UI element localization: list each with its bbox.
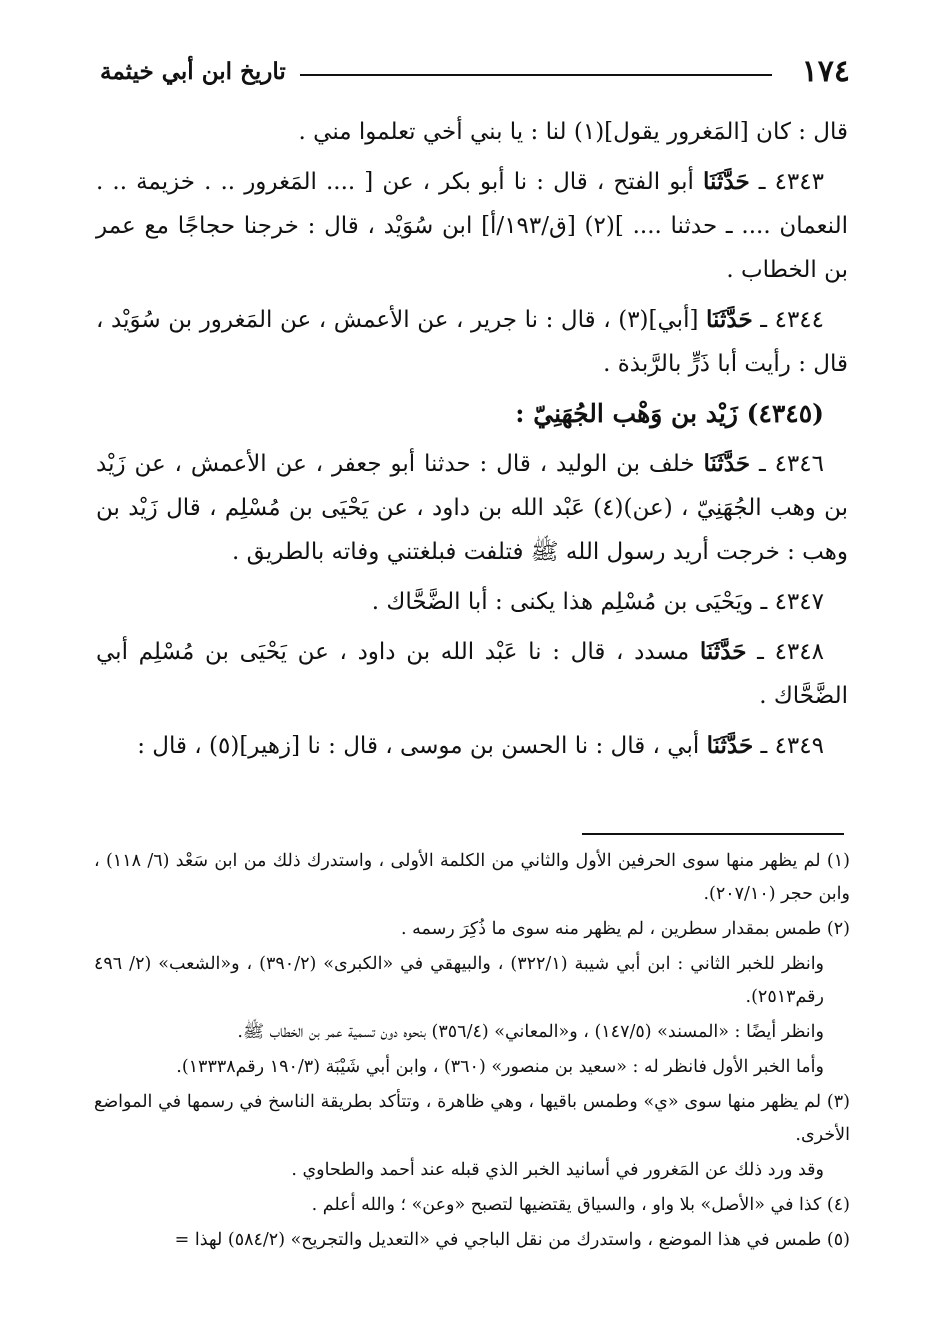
hadith-text: خلف بن الوليد ، قال : حدثنا أبو جعفر ، عن الأعمش ، عن زَيْد بن وهب الجُهَنِيّ ، (عن)(٤) عَبْد الله بن داود ، عن يَحْيَى بن مُسْلِم ، قال زَيْد بن وهب : خرجت أريد رسول الله ﷺ فتلفت فبلغتني وفاته بالطريق . (96, 451, 848, 565)
hadith-number: ٤٣٤٣ ـ (758, 169, 824, 195)
page-header (100, 52, 850, 96)
hadith-number: ٤٣٤٨ ـ (757, 639, 824, 665)
hadith-number: ٤٣٤٦ ـ (758, 451, 824, 477)
footnote-5: (٥) طمس في هذا الموضع ، واستدرك من نقل الباجي في «التعديل والتجريح» (٥٨٤/٢) لهذا = (174, 1230, 850, 1250)
footnote-2-continuation: وأما الخبر الأول فانظر له : «سعيد بن منصور» (٣٦٠) ، وابن أبي شَيْبَة (١٩٠/٣ رقم١٣٣٣٨). (176, 1057, 824, 1077)
hadith-number: ٤٣٤٤ ـ (760, 307, 825, 333)
hadith-text: مسدد ، قال : نا عَبْد الله بن داود ، عن يَحْيَى بن مُسْلِم أبي الضَّحَّاك . (96, 639, 848, 709)
hadith-text: [أبي](٣) ، قال : نا جرير ، عن الأعمش ، عن المَغرور بن سُوَيْد ، قال : رأيت أبا ذَرٍّ بالرَّبذة . (96, 307, 848, 377)
book-title: تاريخ ابن أبي خيثمة (100, 58, 286, 85)
paragraph-1: قال : كان [المَغرور يقول](١) لنا : يا بني أخي تعلموا مني . (298, 119, 848, 145)
header-rule (300, 74, 772, 76)
footnote-4: (٤) كذا في «الأصل» بلا واو ، والسياق يقتضيها لتصبح «وعن» ؛ والله أعلم . (311, 1195, 850, 1215)
footnote-2-continuation: وانظر للخبر الثاني : ابن أبي شيبة (٣٢٢/١) ، والبيهقي في «الكبرى» (٣٩٠/٢) ، و«الشعب» (٢/ ٤٩٦ رقم٢٥١٣). (94, 954, 825, 1007)
footnote-3-continuation: وقد ورد ذلك عن المَغرور في أسانيد الخبر الذي قبله عند أحمد والطحاوي . (291, 1160, 824, 1180)
section-heading: (٤٣٤٥) زَيْد بن وَهْب الجُهَنِيّ : (515, 399, 824, 428)
hadith-4347: ٤٣٤٧ ـ ويَحْيَى بن مُسْلِم هذا يكنى : أبا الضَّحَّاك . (371, 589, 824, 615)
main-text (96, 110, 848, 774)
page-number: ١٧٤ (801, 54, 850, 89)
footnote-1: (١) لم يظهر منها سوى الحرفين الأول والثاني من الكلمة الأولى ، واستدرك ذلك من ابن سَعْد (٦/ ١١٨) ، وابن حجر (٢٠٧/١٠). (94, 851, 850, 904)
footnote-3: (٣) لم يظهر منها سوى «ي» وطمس باقيها ، وهي ظاهرة ، وتتأكد بطريقة الناسخ في رسمها في المواضع الأخرى. (94, 1092, 850, 1145)
hadith-text: أبي ، قال : نا الحسن بن موسى ، قال : نا [زهير](٥) ، قال : (137, 733, 700, 759)
haddathana-word: حَدَّثَنَا (706, 306, 753, 333)
haddathana-word: حَدَّثَنَا (706, 732, 754, 759)
hadith-number: ٤٣٤٩ ـ (760, 733, 824, 759)
haddathana-word: حَدَّثَنَا (699, 638, 747, 665)
hadith-text: أبو الفتح ، قال : نا أبو بكر ، عن [ .... المَغرور .. . خزيمة .. . النعمان .... ـ حدثنا .... ](٢) [ق/١٩٣/أ] ابن سُوَيْد ، قال : خرجنا حجاجًا مع عمر بن الخطاب . (96, 169, 849, 283)
hadith-4348 (96, 630, 848, 718)
haddathana-word: حَدَّثَنَا (703, 450, 751, 477)
footnotes (94, 845, 850, 1259)
footnote-2: (٢) طمس بمقدار سطرين ، لم يظهر منه سوى ما ذُكِرَ رسمه . (400, 919, 850, 939)
footnote-2-continuation: وانظر أيضًا : «المسند» (١٤٧/٥) ، و«المعاني» (٣٥٦/٤) بنحوه دون تسمية عمر بن الخطاب ﷺ. (237, 1022, 824, 1042)
hadith-4349 (96, 724, 848, 768)
hadith-4343 (96, 160, 848, 292)
footnote-separator (582, 833, 844, 835)
hadith-4346 (96, 442, 848, 574)
hadith-4344 (96, 298, 848, 386)
haddathana-word: حَدَّثَنَا (703, 168, 750, 195)
